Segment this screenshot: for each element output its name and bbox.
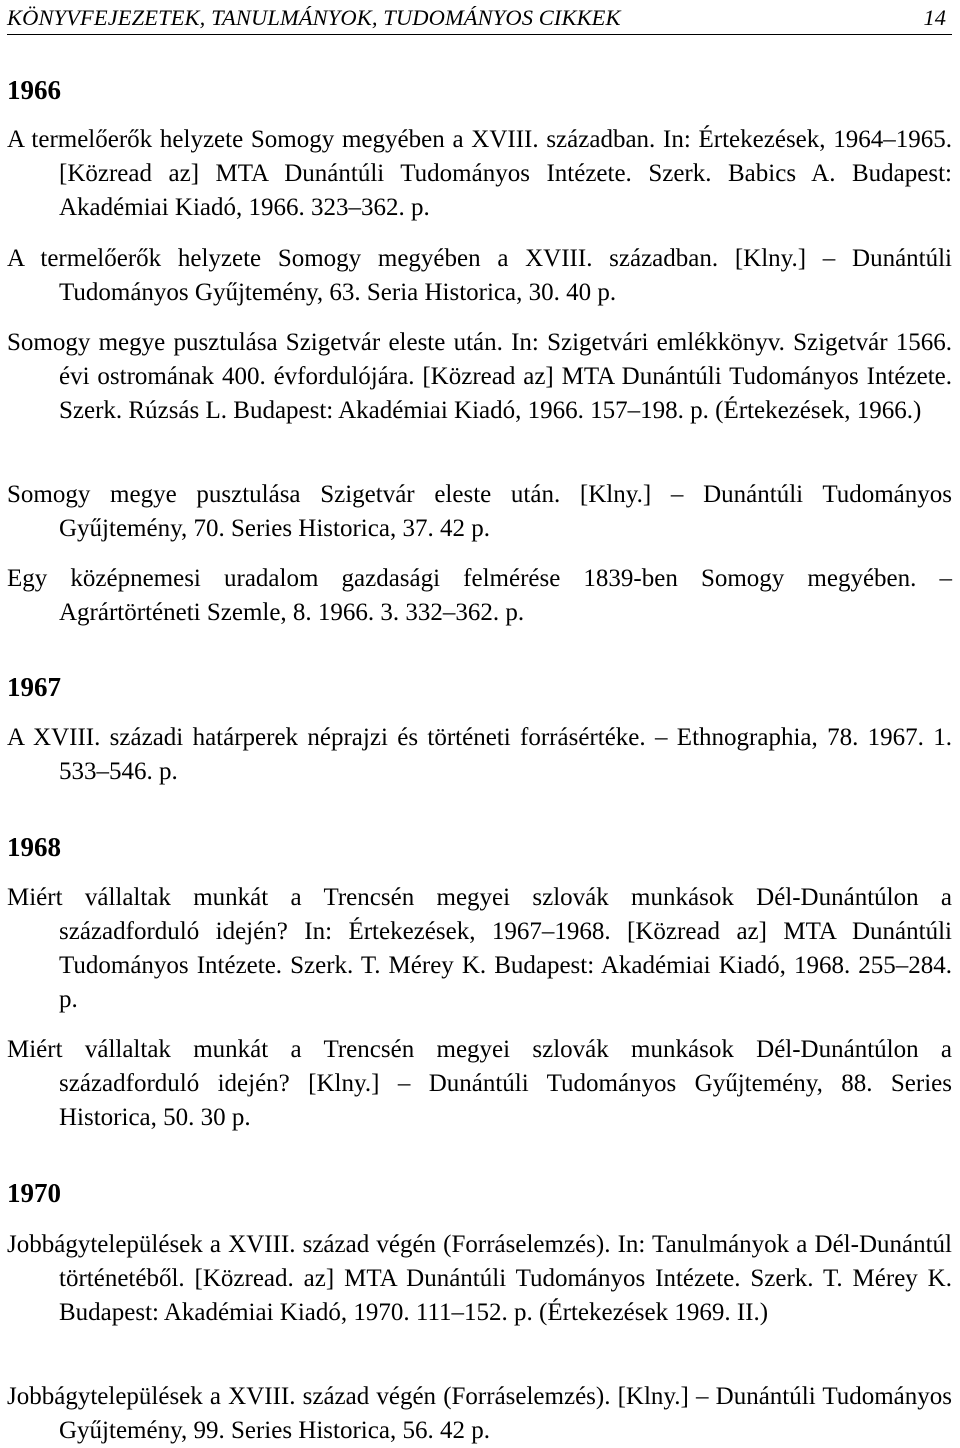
- section-title: KÖNYVFEJEZETEK, TANULMÁNYOK, TUDOMÁNYOS CIKKEK: [7, 5, 621, 30]
- bibliography-entry: A termelőerők helyzete Somogy megyében a XVIII. században. In: Értekezések, 1964–1965. [Közread az] MTA Dunántúli Tudományos Intézete. Szerk. Babics A. Budapest: Akadémiai Kiadó, 1966. 323–362. p.: [7, 126, 952, 221]
- bibliography-entry: Miért vállaltak munkát a Trencsén megyei szlovák munkások Dél-Dunántúlon a századforduló idején? [Klny.] – Dunántúli Tudományos Gyűjtemény, 88. Series Historica, 50. 30 p.: [7, 1036, 952, 1131]
- bibliography-entry: Miért vállaltak munkát a Trencsén megyei szlovák munkások Dél-Dunántúlon a századforduló idején? In: Értekezések, 1967–1968. [Közread az] MTA Dunántúli Tudományos Intézete. Szerk. T. Mérey K. Budapest: Akadémiai Kiadó, 1968. 255–284. p.: [7, 884, 952, 1013]
- bibliography-entry: Egy középnemesi uradalom gazdasági felmérése 1839-ben Somogy megyében. – Agrártörténeti Szemle, 8. 1966. 3. 332–362. p.: [7, 565, 952, 626]
- page-header: [7, 4, 952, 35]
- bibliography-entry: A XVIII. századi határperek néprajzi és történeti forrásértéke. – Ethnographia, 78. 1967. 1. 533–546. p.: [7, 724, 952, 785]
- year-heading-1968: 1968: [7, 832, 61, 862]
- year-heading-1970: 1970: [7, 1178, 61, 1208]
- bibliography-entry: Jobbágytelepülések a XVIII. század végén (Forráselemzés). In: Tanulmányok a Dél-Dunántúl történetéből. [Közread. az] MTA Dunántúli Tudományos Intézete. Szerk. T. Mérey K. Budapest: Akadémiai Kiadó, 1970. 111–152. p. (Értekezések 1969. II.): [7, 1231, 952, 1326]
- year-heading-1966: 1966: [7, 75, 61, 105]
- page-number: 14: [923, 5, 946, 30]
- bibliography-entry: Somogy megye pusztulása Szigetvár eleste után. In: Szigetvári emlékkönyv. Szigetvár 1566. évi ostromának 400. évfordulójára. [Közread az] MTA Dunántúli Tudományos Intézete. Szerk. Rúzsás L. Budapest: Akadémiai Kiadó, 1966. 157–198. p. (Értekezések, 1966.): [7, 329, 952, 424]
- bibliography-entry: A termelőerők helyzete Somogy megyében a XVIII. században. [Klny.] – Dunántúli Tudományos Gyűjtemény, 63. Seria Historica, 30. 40 p.: [7, 245, 952, 306]
- bibliography-entry: Jobbágytelepülések a XVIII. század végén (Forráselemzés). [Klny.] – Dunántúli Tudományos Gyűjtemény, 99. Series Historica, 56. 42 p.: [7, 1383, 952, 1444]
- year-heading-1967: 1967: [7, 672, 61, 702]
- bibliography-entry: Somogy megye pusztulása Szigetvár eleste után. [Klny.] – Dunántúli Tudományos Gyűjtemény, 70. Series Historica, 37. 42 p.: [7, 481, 952, 542]
